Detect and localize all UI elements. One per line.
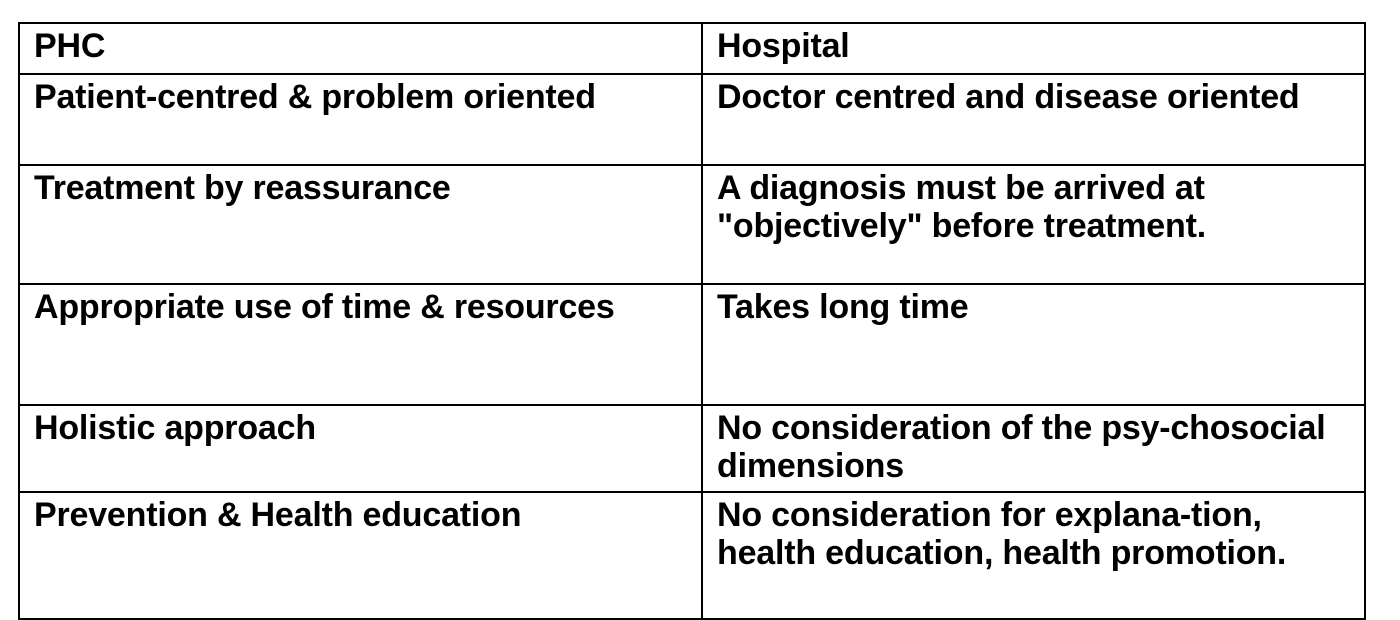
table-row bbox=[19, 405, 1365, 492]
cell-text: Appropriate use of time & resources bbox=[34, 288, 615, 326]
column-header-phc-label: PHC bbox=[34, 27, 106, 65]
table-header-row bbox=[19, 23, 1365, 74]
cell-phc bbox=[19, 74, 702, 165]
cell-hospital bbox=[702, 74, 1365, 165]
cell-text: Prevention & Health education bbox=[34, 496, 522, 534]
cell-hospital bbox=[702, 492, 1365, 619]
cell-phc bbox=[19, 284, 702, 405]
column-header-phc bbox=[19, 23, 702, 74]
cell-hospital bbox=[702, 284, 1365, 405]
table-row bbox=[19, 492, 1365, 619]
table-row bbox=[19, 74, 1365, 165]
column-header-hospital-label: Hospital bbox=[717, 27, 850, 65]
cell-text: No consideration for explana-tion, health education, health promotion. bbox=[717, 496, 1287, 573]
cell-text: No consideration of the psy-chosocial dimensions bbox=[717, 409, 1326, 486]
cell-text: A diagnosis must be arrived at "objectively" before treatment. bbox=[717, 169, 1206, 246]
cell-phc bbox=[19, 165, 702, 284]
column-header-hospital bbox=[702, 23, 1365, 74]
cell-hospital bbox=[702, 405, 1365, 492]
table-row bbox=[19, 165, 1365, 284]
cell-phc bbox=[19, 405, 702, 492]
table-row bbox=[19, 284, 1365, 405]
cell-text: Takes long time bbox=[717, 288, 969, 326]
cell-hospital bbox=[702, 165, 1365, 284]
cell-text: Patient-centred & problem oriented bbox=[34, 78, 596, 116]
cell-phc bbox=[19, 492, 702, 619]
cell-text: Holistic approach bbox=[34, 409, 316, 447]
phc-hospital-comparison-table bbox=[18, 22, 1366, 620]
cell-text: Doctor centred and disease oriented bbox=[717, 78, 1300, 116]
cell-text: Treatment by reassurance bbox=[34, 169, 451, 207]
